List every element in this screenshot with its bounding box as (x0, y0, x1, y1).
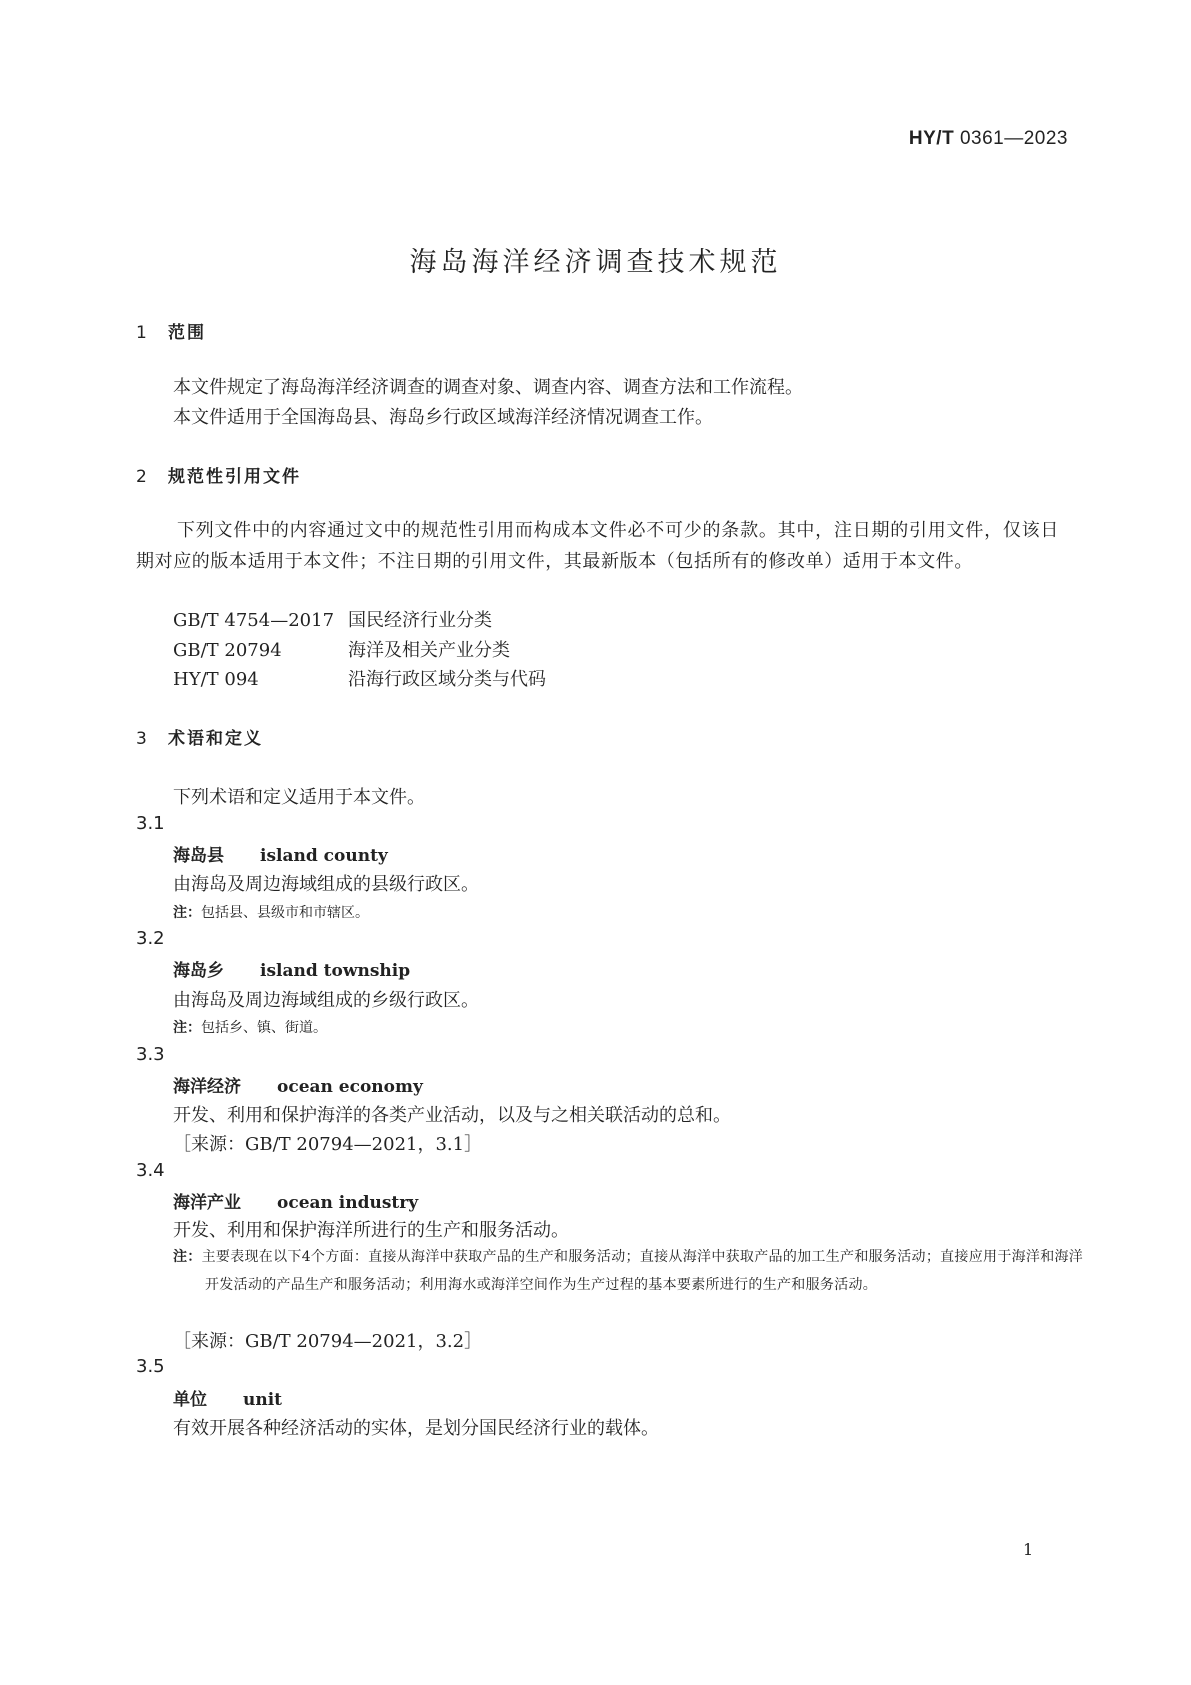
terms-intro-paragraph: 下列术语和定义适用于本文件。 (173, 787, 425, 808)
clause-number: 3.3 (136, 1044, 165, 1065)
standard-number: HY/T 0361—2023 (908, 128, 1068, 149)
term-definition: 有效开展各种经济活动的实体，是划分国民经济行业的载体。 (173, 1418, 659, 1439)
scope-paragraph-1: 本文件规定了海岛海洋经济调查的调查对象、调查内容、调查方法和工作流程。 (173, 377, 803, 398)
term-note: 注：包括县、县级市和市辖区。 (173, 905, 369, 921)
reference-item: HY/T 094 沿海行政区域分类与代码 (173, 669, 546, 690)
term-entry: 海洋经济 ocean economy (173, 1077, 423, 1097)
document-title: 海岛海洋经济调查技术规范 (409, 247, 782, 278)
term-definition: 由海岛及周边海域组成的县级行政区。 (173, 874, 479, 895)
term-source: ［来源：GB/T 20794—2021，3.1］ (173, 1134, 483, 1155)
reference-item: GB/T 4754—2017 国民经济行业分类 (173, 610, 492, 631)
term-note: 注：主要表现在以下4个方面：直接从海洋中获取产品的生产和服务活动；直接从海洋中获取产品的加工生产和服务活动；直接应用于海洋和海洋开发活动的产品生产和服务活动；利用海水或海洋空间作为生产过程的基本要素所进行的生产和服务活动。 (173, 1249, 1084, 1293)
clause-number: 3.1 (136, 813, 165, 834)
term-source: ［来源：GB/T 20794—2021，3.2］ (173, 1331, 483, 1352)
section-heading-normative-references: 2 规范性引用文件 (136, 467, 301, 487)
reference-item: GB/T 20794 海洋及相关产业分类 (173, 640, 510, 661)
term-entry: 单位 unit (173, 1390, 283, 1410)
term-definition: 开发、利用和保护海洋的各类产业活动，以及与之相关联活动的总和。 (173, 1105, 731, 1126)
section-heading-terms: 3 术语和定义 (136, 729, 263, 749)
term-entry: 海洋产业 ocean industry (173, 1193, 419, 1213)
term-definition: 由海岛及周边海域组成的乡级行政区。 (173, 990, 479, 1011)
scope-paragraph-2: 本文件适用于全国海岛县、海岛乡行政区域海洋经济情况调查工作。 (173, 407, 713, 428)
term-entry: 海岛乡 island township (173, 961, 411, 981)
clause-number: 3.2 (136, 928, 165, 949)
clause-number: 3.5 (136, 1356, 165, 1377)
term-entry: 海岛县 island county (173, 846, 388, 866)
section-heading-scope: 1 范围 (136, 323, 206, 343)
clause-number: 3.4 (136, 1160, 165, 1181)
term-note: 注：包括乡、镇、街道。 (173, 1020, 327, 1036)
references-intro-paragraph: 下列文件中的内容通过文中的规范性引用而构成本文件必不可少的条款。其中，注日期的引用文件，仅该日期对应的版本适用于本文件；不注日期的引用文件，其最新版本（包括所有的修改单）适用于本文件。 (136, 520, 1059, 572)
term-definition: 开发、利用和保护海洋所进行的生产和服务活动。 (173, 1220, 569, 1241)
page-number: 1 (1023, 1540, 1034, 1559)
